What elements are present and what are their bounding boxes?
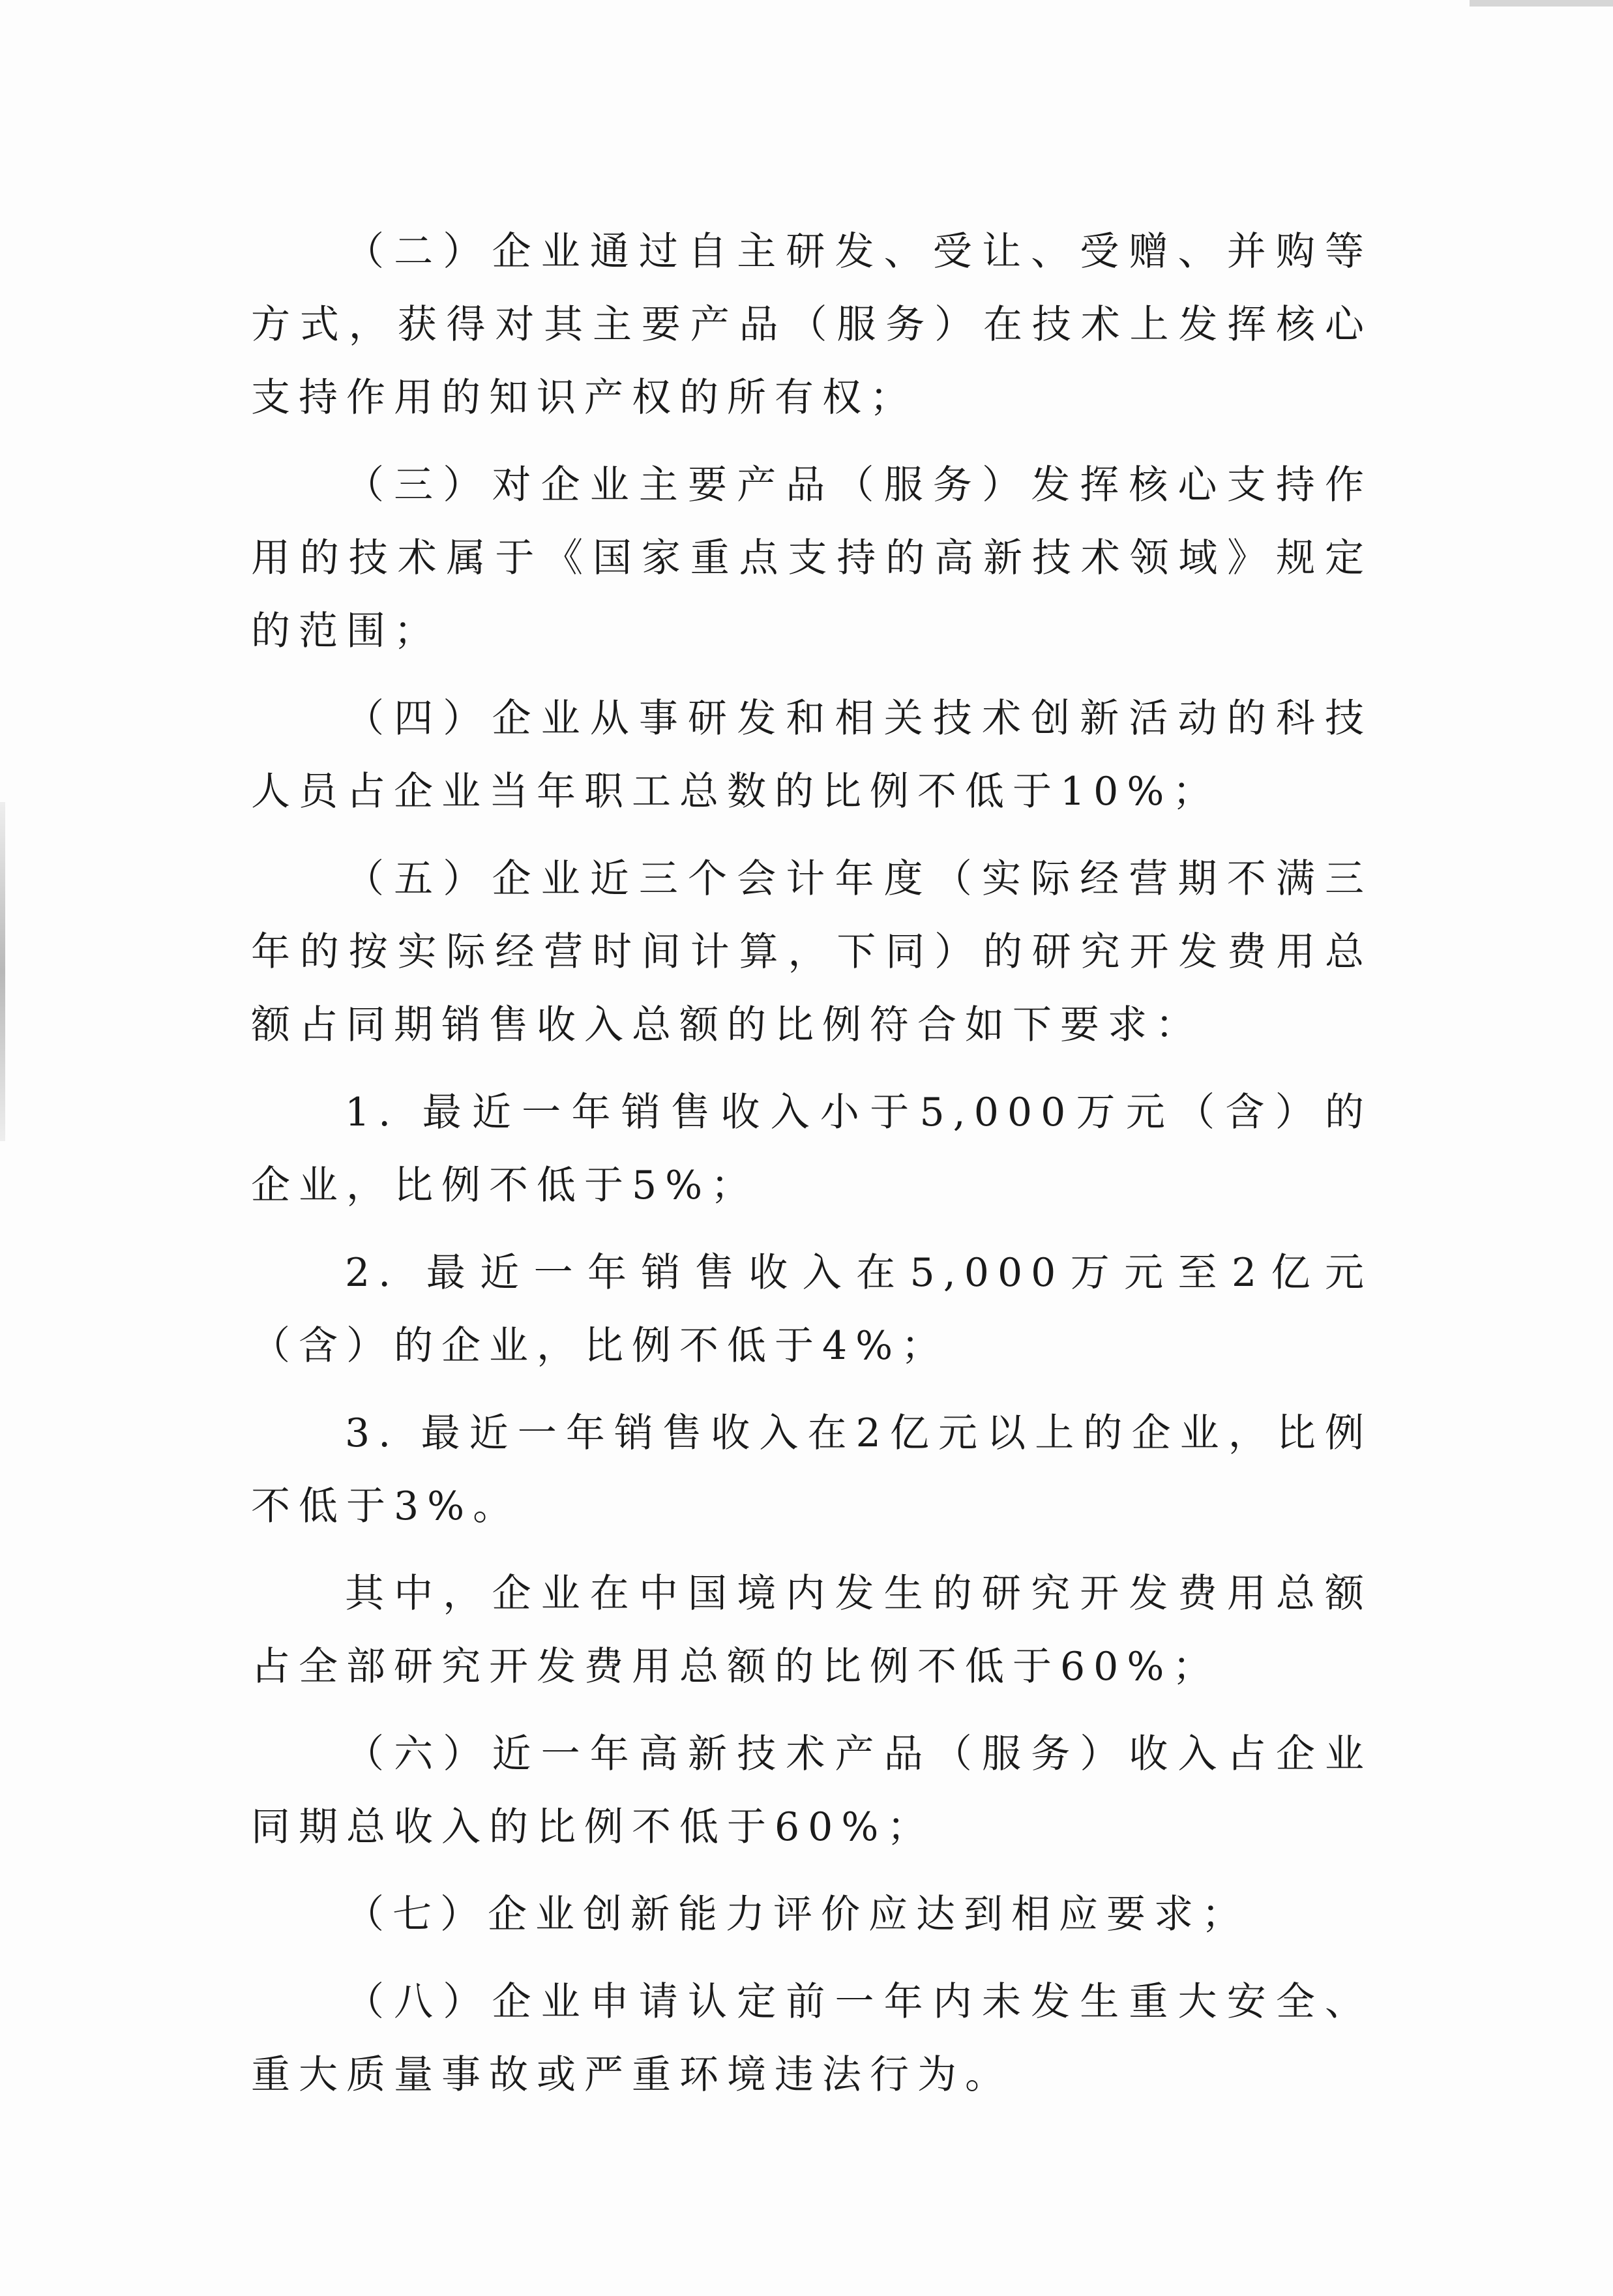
document-body xyxy=(251,215,1372,2111)
paragraph-vi-product-income: （六）近一年高新技术产品（服务）收入占企业同期总收入的比例不低于60%； xyxy=(251,1731,1372,1850)
list-item-3-over-200m: 3. 最近一年销售收入在2亿元以上的企业，比例不低于3%。 xyxy=(251,1410,1372,1529)
paragraph-iv-staff-ratio: （四）企业从事研发和相关技术创新活动的科技人员占企业当年职工总数的比例不低于10%； xyxy=(251,696,1372,814)
scan-corner-mark xyxy=(1470,0,1613,7)
list-item-2-50m-to-200m: 2. 最近一年销售收入在5,000万元至2亿元（含）的企业，比例不低于4%； xyxy=(251,1250,1372,1369)
paragraph-ii-ip-ownership: （二）企业通过自主研发、受让、受赠、并购等方式，获得对其主要产品（服务）在技术上发挥核心支持作用的知识产权的所有权； xyxy=(251,229,1372,421)
scan-binding-edge xyxy=(0,802,5,1141)
paragraph-domestic-rd-ratio: 其中，企业在中国境内发生的研究开发费用总额占全部研究开发费用总额的比例不低于60%； xyxy=(251,1571,1372,1690)
paragraph-v-rd-expense: （五）企业近三个会计年度（实际经营期不满三年的按实际经营时间计算，下同）的研究开发费用总额占同期销售收入总额的比例符合如下要求： xyxy=(251,856,1372,1048)
paragraph-viii-no-violations: （八）企业申请认定前一年内未发生重大安全、重大质量事故或严重环境违法行为。 xyxy=(251,1979,1372,2098)
list-item-1-under-50m: 1. 最近一年销售收入小于5,000万元（含）的企业，比例不低于5%； xyxy=(251,1090,1372,1208)
paragraph-iii-tech-field: （三）对企业主要产品（服务）发挥核心支持作用的技术属于《国家重点支持的高新技术领域》规定的范围； xyxy=(251,462,1372,654)
paragraph-vii-innovation: （七）企业创新能力评价应达到相应要求； xyxy=(345,1892,1249,1937)
